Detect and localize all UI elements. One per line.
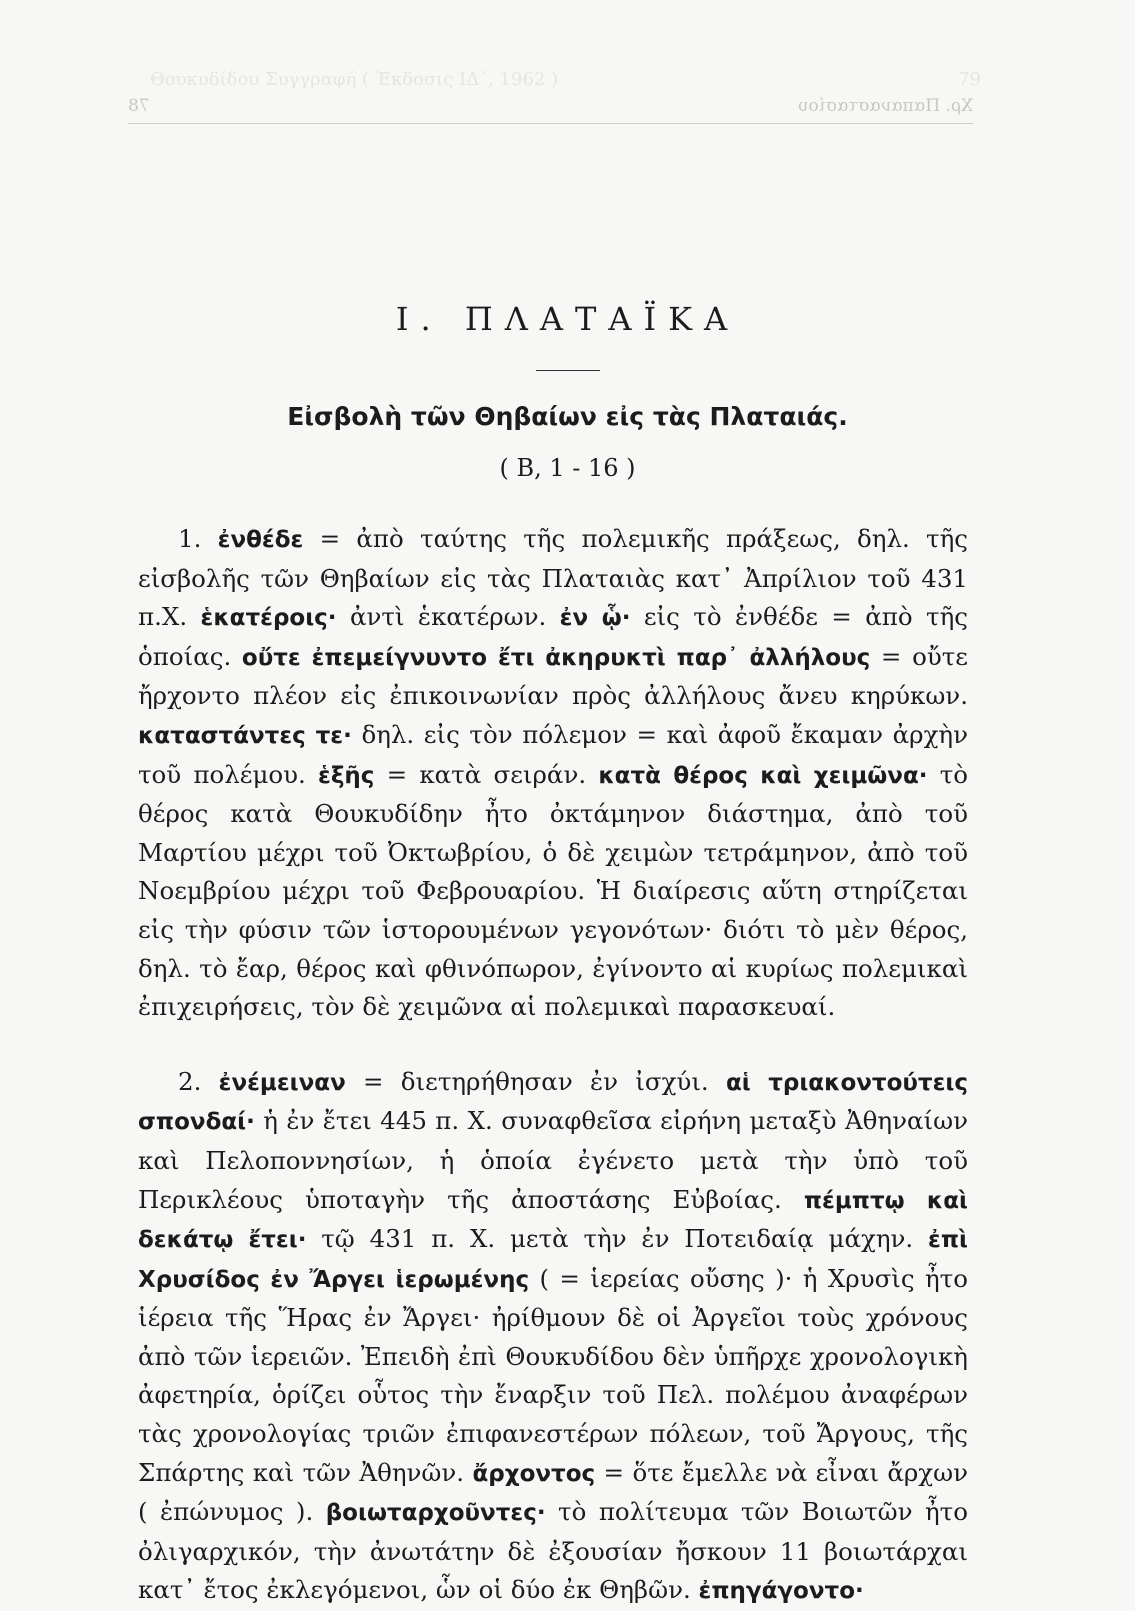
title-rule <box>536 370 600 371</box>
lemma-term: βοιωταρχοῦντες· <box>325 1500 546 1527</box>
gloss-text: = οὔτε ἤρχοντο πλέον εἰς ἐπικοινωνίαν πρὸς ἀλλήλους ἄνευ κηρύκων. <box>138 641 968 711</box>
gloss-text: = ἀπὸ ταύτης τῆς πολεμικῆς πράξεως, δηλ. τῆς εἰσβολῆς τῶν Θηβαίων εἰς τὰς Πλαταιὰς κατ᾽ Ἀπρίλιον τοῦ 431 π.Χ. <box>138 524 968 632</box>
ghost-running-head: Θουκυδίδου Συγγραφή ( Έκδοσις ΙΔ΄, 1962 ) <box>150 69 559 90</box>
gloss-text: ἀντὶ ἑκατέρων. <box>336 602 560 632</box>
lemma-term: καταστάντες τε· <box>138 722 352 749</box>
running-head-rule <box>128 123 973 124</box>
section-title: I. ΠΛΑΤΑΪΚΑ <box>395 300 740 338</box>
lemma-term: ἐπὶ Χρυσίδος ἐν Ἄργει ἱερωμένης <box>138 1227 968 1293</box>
gloss-text: = κατὰ σειράν. <box>374 759 599 789</box>
gloss-text: = διετηρήθησαν ἐν ἰσχύι. <box>345 1066 726 1096</box>
commentary-body <box>138 520 968 1611</box>
lemma-term: ἑξῆς <box>318 762 375 789</box>
lemma-term: ἑκατέροις· <box>200 605 337 632</box>
gloss-text: ἡ ἐν ἔτει 445 π. Χ. συναφθεῖσα εἰρήνη μεταξὺ Ἀθηναίων καὶ Πελοποννησίων, ἡ ὁποία ἐγένετο μετὰ τὴν ὑπὸ τοῦ Περικλέους ὑποταγὴν τῆς ἀποστάσης Εὐβοίας. <box>138 1106 968 1214</box>
lemma-term: ἄρχοντος <box>472 1460 596 1487</box>
lemma-term: κατὰ θέρος καὶ χειμῶνα· <box>598 762 928 789</box>
book-reference: ( Β, 1 - 16 ) <box>499 454 636 482</box>
page-number: 78 <box>128 96 150 116</box>
lemma-term: οὔτε ἐπεμείγνυντο ἔτι ἀκηρυκτὶ παρ᾽ ἀλλήλους <box>241 644 871 671</box>
gloss-text: εἰς τὸ ἐνθέδε = ἀπὸ τῆς ὁποίας. <box>138 602 968 671</box>
paragraph-1 <box>138 520 968 1027</box>
running-head <box>128 92 973 120</box>
section-subtitle: Εἰσβολὴ τῶν Θηβαίων εἰς τὰς Πλαταιάς. <box>287 402 848 431</box>
gloss-text: ( = ἱερείας οὔσης )· ἡ Χρυσὶς ἦτο ἱέρεια τῆς Ἥρας ἐν Ἄργει· ἠρίθμουν δὲ οἱ Ἀργεῖοι τοὺς χρόνους ἀπὸ τῶν ἱερειῶν. Ἐπειδὴ ἐπὶ Θουκυδίδου δὲν ὑπῆρχε χρονολογικὴ ἀφετηρία, ὁρίζει οὗτος τὴν ἔναρξιν τοῦ Πελ. πολέμου ἀναφέρων τὰς χρονολογίας τριῶν ἐπιφανεστέρων πόλεων, τοῦ Ἄργους, τῆς Σπάρτης καὶ τῶν Ἀθηνῶν. <box>138 1263 968 1487</box>
gloss-text: τὸ θέρος κατὰ Θουκυδίδην ἦτο ὀκτάμηνον διάστημα, ἀπὸ τοῦ Μαρτίου μέχρι τοῦ Ὀκτωβρίου, ὁ δὲ χειμὼν τετράμηνον, ἀπὸ τοῦ Νοεμβρίου μέχρι τοῦ Φεβρουαρίου. Ἡ διαίρεσις αὕτη στηρίζεται εἰς τὴν φύσιν τῶν ἱστορουμένων γεγονότων· διότι τὸ μὲν θέρος, δηλ. τὸ ἔαρ, θέρος καὶ φθινόπωρον, ἐγίνοντο αἱ κυρίως πολεμικαὶ ἐπιχειρήσεις, τὸν δὲ χειμῶνα αἱ πολεμικαὶ παρασκευαί. <box>138 759 969 1022</box>
gloss-text: δηλ. εἰς τὸν πόλεμον = καὶ ἀφοῦ ἔκαμαν ἀρχὴν τοῦ πολέμου. <box>138 719 968 789</box>
gloss-text: τῷ 431 π. Χ. μετὰ τὴν ἐν Ποτειδαίᾳ μάχην. <box>306 1224 929 1254</box>
lemma-term: πέμπτῳ καὶ δεκάτῳ ἔτει· <box>138 1187 968 1254</box>
paragraph-2 <box>138 1063 968 1611</box>
paragraph-text <box>138 524 968 1021</box>
running-head-author: Χρ. Παπαναστασίου <box>797 96 973 116</box>
lemma-term: ἐνθέδε <box>217 527 304 553</box>
gloss-text: = ὅτε ἔμελλε νὰ εἶναι ἄρχων ( ἐπώνυμος ). <box>138 1457 968 1527</box>
lemma-term: αἱ τριακοντούτεις σπονδαί· <box>138 1069 968 1136</box>
lemma-term: ἐπηγάγοντο· <box>698 1578 864 1605</box>
paragraph-number: 2. <box>178 1066 202 1096</box>
paragraph-text <box>138 1067 968 1605</box>
lemma-term: ἐνέμειναν <box>218 1069 346 1096</box>
lemma-term: ἐν ᾧ· <box>559 605 631 632</box>
gloss-text: τὸ πολίτευμα τῶν Βοιωτῶν ἦτο ὀλιγαρχικόν, τὴν ἀνωτάτην δὲ ἐξουσίαν ἤσκουν 11 βοιωτάρχαι κατ᾽ ἔτος ἐκλεγόμενοι, ὧν οἱ δύο ἐκ Θηβῶν. <box>138 1497 968 1605</box>
paragraph-number: 1. <box>178 524 202 553</box>
ghost-page-number: 79 <box>958 69 981 90</box>
